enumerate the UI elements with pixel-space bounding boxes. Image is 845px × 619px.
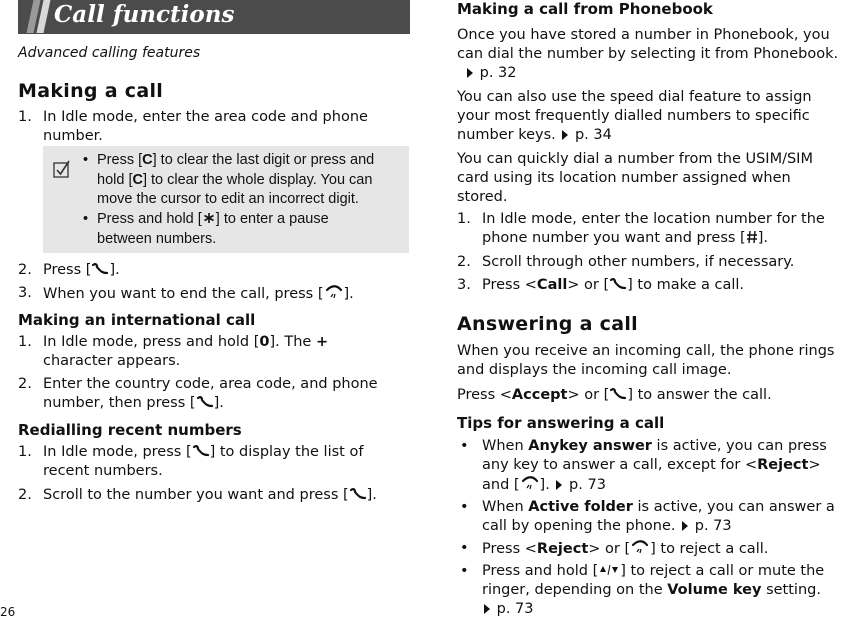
end-key-icon	[520, 475, 540, 491]
hash-key-icon	[746, 230, 758, 244]
star-key-icon	[202, 211, 216, 225]
heading-phonebook: Making a call from Phonebook	[457, 0, 713, 18]
note-bullet: •	[83, 152, 89, 168]
send-key-icon	[609, 387, 627, 401]
send-key-icon	[196, 395, 214, 409]
heading-answering-call: Answering a call	[457, 313, 638, 335]
send-key-icon	[192, 444, 210, 458]
note-line: between numbers.	[97, 231, 217, 247]
page-number: 26	[0, 605, 16, 619]
paragraph: When you receive an incoming call, the phone rings and displays the incoming call image.	[457, 343, 835, 378]
note-line: Press and hold [ ] to enter a pause	[97, 211, 329, 227]
step-number: 1.	[18, 109, 32, 125]
paragraph: You can also use the speed dial feature to assign your most frequently dialled numbers to specific number keys. p. 34	[457, 89, 812, 143]
send-key-icon	[91, 262, 109, 276]
banner-rule	[18, 33, 410, 34]
page-ref-arrow-icon	[680, 520, 690, 532]
page-ref-arrow-icon	[465, 67, 475, 79]
end-key-icon	[324, 284, 344, 300]
page-ref-arrow-icon	[560, 129, 570, 141]
paragraph: You can quickly dial a number from the USIM/SIM card using its location number assigned when stored.	[457, 151, 813, 205]
heading-redialling: Redialling recent numbers	[18, 421, 242, 439]
chapter-subtitle: Advanced calling features	[18, 45, 201, 61]
note-line: move the cursor to edit an incorrect digit.	[97, 191, 359, 207]
page-ref-arrow-icon	[554, 479, 564, 491]
note-line: hold [C] to clear the whole display. You can	[97, 172, 373, 188]
note-box	[43, 146, 409, 253]
paragraph: Once you have stored a number in Phonebook, you can dial the number by selecting it from Phonebook. p. 32	[457, 27, 839, 81]
paragraph: Press <Accept> or [ ] to answer the call.	[457, 387, 772, 403]
step-text: In Idle mode, enter the area code and phone number.	[43, 109, 368, 144]
chapter-title: Call functions	[54, 1, 235, 28]
heading-tips: Tips for answering a call	[457, 414, 665, 432]
note-bullet: •	[83, 211, 89, 227]
checkbox-note-icon	[53, 160, 71, 178]
heading-making-a-call: Making a call	[18, 80, 164, 102]
send-key-icon	[349, 487, 367, 501]
heading-international-call: Making an international call	[18, 311, 256, 329]
send-key-icon	[609, 277, 627, 291]
volume-keys-icon	[598, 563, 620, 577]
end-key-icon	[630, 539, 650, 555]
note-line: Press [C] to clear the last digit or press and	[97, 152, 375, 168]
chapter-banner	[18, 0, 410, 33]
page-ref-arrow-icon	[482, 603, 492, 615]
